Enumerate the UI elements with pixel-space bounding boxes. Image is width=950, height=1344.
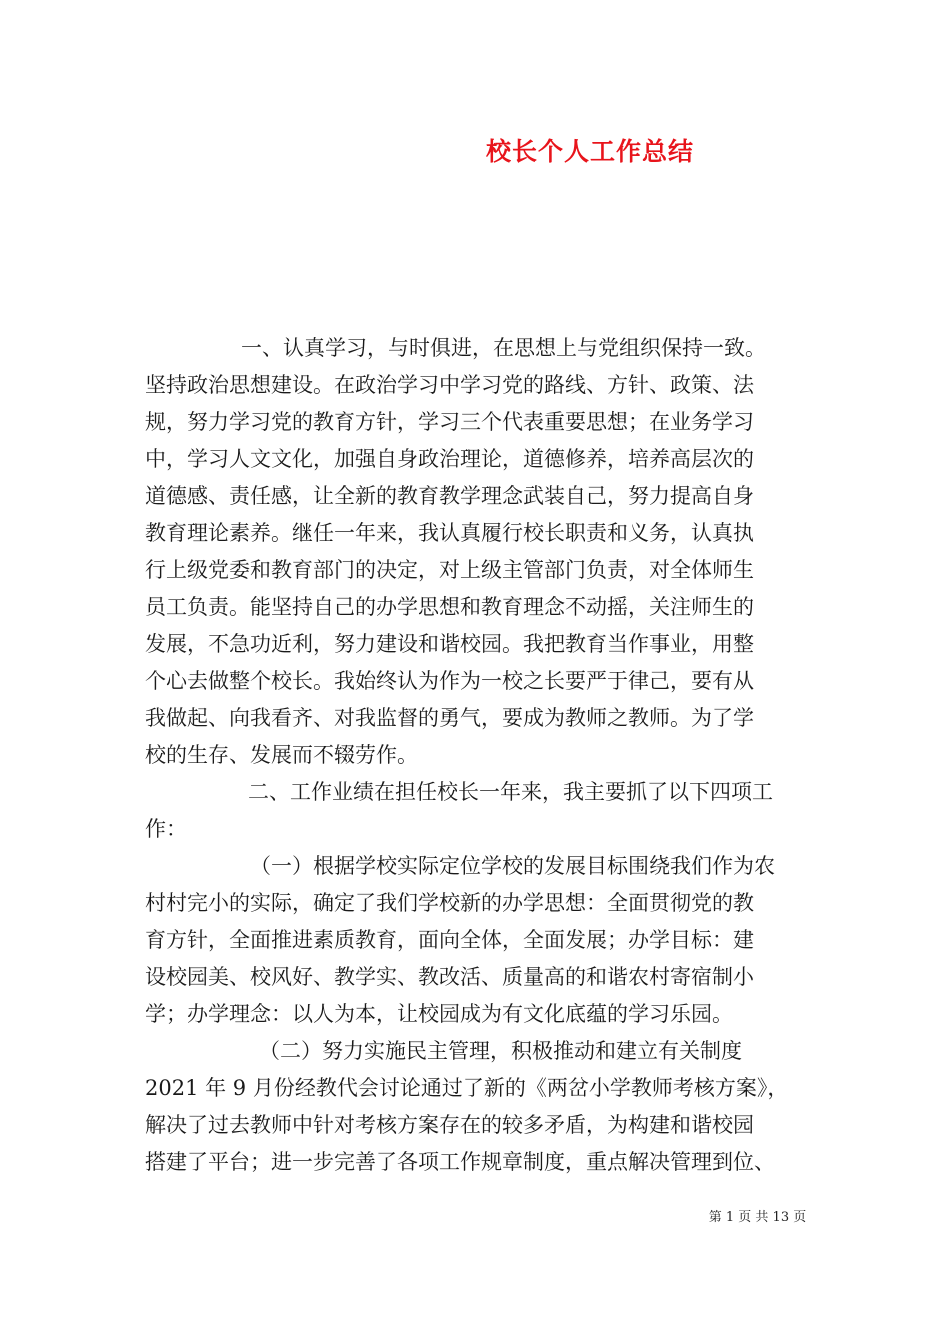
text-line: 学；办学理念：以人为本，让校园成为有文化底蕴的学习乐园。 <box>145 1002 733 1026</box>
text-line: 道德感、责任感，让全新的教育教学理念武装自己，努力提高自身 <box>145 484 754 508</box>
text-line: 育方针，全面推进素质教育，面向全体，全面发展；办学目标：建 <box>145 928 754 952</box>
text-line: 解决了过去教师中针对考核方案存在的较多矛盾，为构建和谐校园 <box>145 1113 754 1137</box>
text-line: 行上级党委和教育部门的决定，对上级主管部门负责，对全体师生 <box>145 558 754 582</box>
text-line: 员工负责。能坚持自己的办学思想和教育理念不动摇，关注师生的 <box>145 595 754 619</box>
text-line: （一）根据学校实际定位学校的发展目标围绕我们作为农 <box>250 854 775 878</box>
text-line: 发展，不急功近利，努力建设和谐校园。我把教育当作事业，用整 <box>145 632 754 656</box>
text-line: 设校园美、校风好、教学实、教改活、质量高的和谐农村寄宿制小 <box>145 965 754 989</box>
text-line: 村村完小的实际，确定了我们学校新的办学思想：全面贯彻党的教 <box>145 891 754 915</box>
text-line: 规，努力学习党的教育方针，学习三个代表重要思想；在业务学习 <box>145 410 754 434</box>
text-line: 2021 年 9 月份经教代会讨论通过了新的《两岔小学教师考核方案》， <box>145 1076 789 1100</box>
text-line: 二、工作业绩在担任校长一年来，我主要抓了以下四项工 <box>248 780 773 804</box>
text-line: 校的生存、发展而不辍劳作。 <box>145 743 418 767</box>
text-line: 坚持政治思想建设。在政治学习中学习党的路线、方针、政策、法 <box>145 373 754 397</box>
text-line: 我做起、向我看齐、对我监督的勇气，要成为教师之教师。为了学 <box>145 706 754 730</box>
text-line: （二）努力实施民主管理，积极推动和建立有关制度 <box>259 1039 742 1063</box>
document-title: 校长个人工作总结 <box>485 137 694 166</box>
text-line: 教育理论素养。继任一年来，我认真履行校长职责和义务，认真执 <box>145 521 754 545</box>
text-line: 作： <box>145 817 187 841</box>
page-number-footer: 第 1 页 共 13 页 <box>708 1210 807 1225</box>
text-line: 搭建了平台；进一步完善了各项工作规章制度，重点解决管理到位、 <box>145 1150 775 1174</box>
text-line: 个心去做整个校长。我始终认为作为一校之长要严于律己，要有从 <box>145 669 754 693</box>
text-line: 一、认真学习，与时俱进，在思想上与党组织保持一致。 <box>241 336 766 360</box>
text-line: 中，学习人文文化，加强自身政治理论，道德修养，培养高层次的 <box>145 447 754 471</box>
document-body <box>145 330 807 1181</box>
